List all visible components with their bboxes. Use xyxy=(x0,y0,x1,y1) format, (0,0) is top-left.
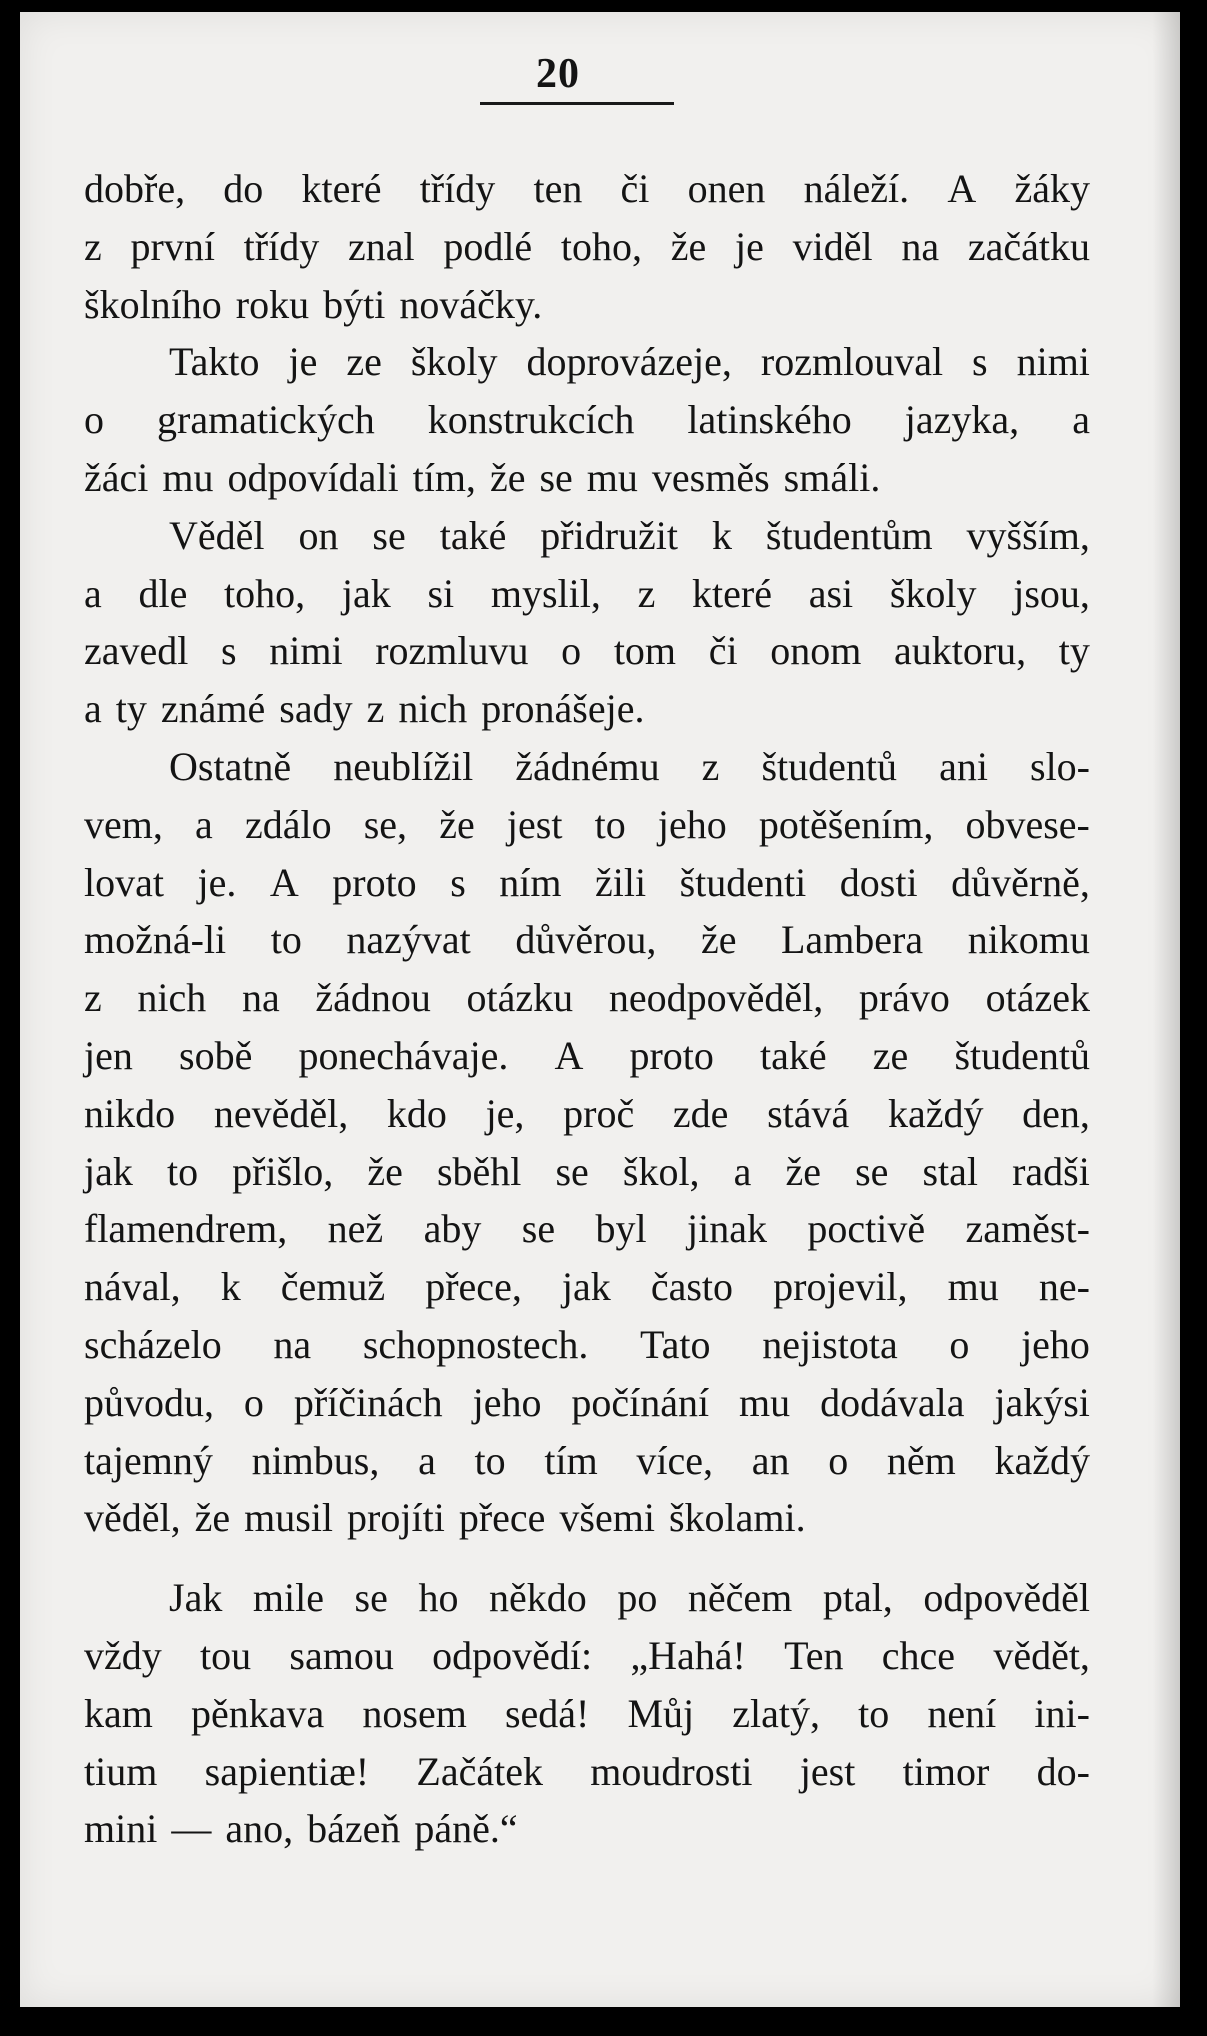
text-word: zde xyxy=(672,1090,729,1136)
text-word: on xyxy=(298,512,339,558)
text-word: jak xyxy=(341,570,391,616)
text-word: začátku xyxy=(967,223,1090,269)
text-line xyxy=(84,1800,1090,1858)
text-word: či xyxy=(620,166,650,211)
text-word: ponechávaje. xyxy=(298,1032,509,1078)
text-word: stává xyxy=(767,1090,850,1136)
text-word: se xyxy=(855,1148,889,1194)
text-word: nevěděl, xyxy=(213,1090,349,1136)
text-word: ty xyxy=(1058,628,1090,674)
text-word: z xyxy=(366,686,385,732)
text-word: byl xyxy=(595,1206,647,1252)
text-word: se, xyxy=(363,801,408,847)
text-word: jinak xyxy=(687,1206,767,1252)
text-word: třídy xyxy=(243,223,320,269)
text-word: vesměs xyxy=(651,454,770,500)
text-word: přece xyxy=(458,1495,546,1541)
text-word: projevil, xyxy=(773,1264,908,1310)
text-word: scházelo xyxy=(84,1321,222,1367)
text-line xyxy=(84,1627,1090,1685)
text-word: přidružit xyxy=(540,512,679,558)
text-word: toho, xyxy=(224,570,306,616)
text-word: žádnému xyxy=(515,743,660,789)
text-word: obvese- xyxy=(965,801,1090,847)
text-word: Začátek xyxy=(416,1748,543,1794)
text-word: mu xyxy=(739,1379,791,1425)
text-word: důvěrou, xyxy=(515,917,657,963)
text-word: viděl xyxy=(792,223,873,269)
text-word: nával, xyxy=(84,1264,181,1310)
text-word: také xyxy=(439,512,507,558)
text-word: že xyxy=(785,1148,821,1194)
text-word: to xyxy=(858,1690,890,1736)
text-word: ano, xyxy=(225,1806,294,1852)
text-word: s xyxy=(450,859,466,905)
text-word: zdálo xyxy=(244,801,332,847)
text-word: to xyxy=(166,1148,199,1194)
text-word: rozmlouval xyxy=(760,339,944,385)
text-word: jak xyxy=(561,1264,611,1310)
text-word: které xyxy=(692,570,772,616)
text-word: bázeň xyxy=(307,1806,401,1852)
text-word: jsou, xyxy=(1013,570,1090,616)
text-word: myslil, xyxy=(490,570,601,616)
text-word: k xyxy=(220,1264,241,1310)
text-word: vem, xyxy=(84,801,163,847)
text-word: an xyxy=(751,1437,790,1483)
text-word: o xyxy=(561,628,582,674)
text-word: si xyxy=(427,570,455,616)
text-word: kdo xyxy=(386,1090,447,1136)
text-word: vědět, xyxy=(993,1632,1090,1678)
text-word: školy xyxy=(889,570,977,616)
text-word: samou xyxy=(289,1632,394,1678)
text-word: původu, xyxy=(84,1379,214,1425)
text-word: Ten xyxy=(784,1632,844,1678)
text-word: Ostatně xyxy=(169,743,292,789)
text-word: tou xyxy=(200,1632,252,1678)
text-word: Takto xyxy=(169,339,260,385)
text-word: odpovídali xyxy=(227,454,399,500)
text-word: vyšším, xyxy=(966,512,1090,558)
text-line xyxy=(84,160,1090,218)
text-word: mu xyxy=(947,1264,999,1310)
text-word: neublížil xyxy=(333,743,474,789)
text-word: první xyxy=(130,223,215,269)
text-word: z xyxy=(84,975,102,1021)
text-word: zavedl xyxy=(84,628,189,674)
text-word: ty xyxy=(115,686,147,732)
text-word: se xyxy=(372,512,406,558)
text-word: a xyxy=(733,1148,752,1194)
text-word: ho xyxy=(418,1575,459,1621)
text-word: každý xyxy=(887,1090,984,1136)
text-word: náleží. xyxy=(803,166,910,211)
text-word: do- xyxy=(1036,1748,1090,1794)
text-word: z xyxy=(701,743,720,789)
text-line xyxy=(84,854,1090,912)
text-line xyxy=(84,1258,1090,1316)
text-word: študentů xyxy=(761,743,898,789)
text-line xyxy=(84,911,1090,969)
text-word: jest xyxy=(506,801,563,847)
text-word: také xyxy=(760,1032,827,1078)
text-word: študentům xyxy=(765,512,933,558)
text-word: ptal, xyxy=(822,1575,893,1621)
text-word: něm xyxy=(886,1437,956,1483)
text-line xyxy=(84,1374,1090,1432)
text-word: příčinách xyxy=(293,1379,443,1425)
text-word: sady xyxy=(279,686,353,732)
text-line xyxy=(84,1200,1090,1258)
text-word: na xyxy=(901,223,940,269)
text-word: proto xyxy=(629,1032,714,1078)
text-word: A xyxy=(947,166,977,211)
text-word: všemi xyxy=(559,1495,655,1541)
text-word: radši xyxy=(1012,1148,1090,1194)
text-word: tom xyxy=(613,628,677,674)
text-word: že xyxy=(439,801,475,847)
text-word: to xyxy=(270,917,302,963)
text-word: konstrukcích xyxy=(427,397,635,443)
text-word: přece, xyxy=(425,1264,522,1310)
text-word: pronášeje. xyxy=(481,686,645,732)
text-word: jak xyxy=(84,1148,133,1194)
text-word: latinského xyxy=(687,397,852,443)
text-word: roku xyxy=(235,281,310,327)
text-word: nich xyxy=(398,686,468,732)
text-word: tajemný xyxy=(84,1437,213,1483)
text-word: na xyxy=(241,975,280,1021)
text-word: mu xyxy=(162,454,214,500)
text-word: žáci xyxy=(84,454,149,500)
text-word: jeho xyxy=(1021,1321,1090,1367)
text-word: to xyxy=(594,801,626,847)
text-word: tím, xyxy=(412,454,476,500)
text-line xyxy=(84,1685,1090,1743)
text-word: čemuž xyxy=(280,1264,386,1310)
text-word: býti xyxy=(323,281,386,327)
text-word: ním xyxy=(499,859,562,905)
text-word: to xyxy=(474,1437,506,1483)
text-word: sedá! xyxy=(504,1690,590,1736)
text-word: je. xyxy=(197,859,237,905)
text-word: jest xyxy=(799,1748,856,1794)
text-word: proto xyxy=(332,859,417,905)
text-word: ten xyxy=(533,166,583,211)
text-word: pěnkava xyxy=(191,1690,325,1736)
text-word: smáli. xyxy=(783,454,881,500)
text-word: či xyxy=(708,628,738,674)
text-word: které xyxy=(301,166,382,211)
text-word: otázku xyxy=(466,975,574,1021)
text-word: se xyxy=(354,1575,388,1621)
text-line xyxy=(84,1316,1090,1374)
text-word: ini- xyxy=(1034,1690,1090,1736)
text-word: neodpověděl, xyxy=(608,975,824,1021)
text-word: je xyxy=(288,339,318,385)
page-number-rule xyxy=(480,102,674,105)
text-word: a xyxy=(84,686,102,732)
text-word: potěšením, xyxy=(758,801,934,847)
text-word: asi xyxy=(808,570,854,616)
text-word: lovat xyxy=(84,859,164,905)
text-word: známé xyxy=(160,686,266,732)
text-word: je xyxy=(735,223,764,269)
text-word: jeho xyxy=(472,1379,542,1425)
text-word: přišlo, xyxy=(232,1148,334,1194)
text-word: mu xyxy=(586,454,638,500)
text-word: auktoru, xyxy=(893,628,1027,674)
text-word: jen xyxy=(84,1032,133,1078)
text-word: kam xyxy=(84,1690,153,1736)
text-word: a xyxy=(1072,397,1090,443)
text-line xyxy=(84,1569,1090,1627)
text-word: nazývat xyxy=(346,917,471,963)
text-line xyxy=(84,333,1090,391)
text-word: školního xyxy=(84,281,222,327)
text-word: se xyxy=(555,1148,589,1194)
text-line xyxy=(84,218,1090,276)
text-word: dosti xyxy=(839,859,918,905)
text-word: často xyxy=(650,1264,734,1310)
text-line xyxy=(84,1143,1090,1201)
text-line xyxy=(84,449,1090,507)
text-word: že xyxy=(700,917,737,963)
text-word: chce xyxy=(881,1632,956,1678)
text-word: podlé xyxy=(443,223,533,269)
text-word: mile xyxy=(252,1575,324,1621)
text-line xyxy=(84,622,1090,680)
text-word: sběhl xyxy=(436,1148,522,1194)
text-word: něčem xyxy=(687,1575,793,1621)
text-word: k xyxy=(711,512,732,558)
paragraph-gap xyxy=(84,1547,1090,1569)
text-word: mini xyxy=(84,1806,158,1852)
text-word: nikdo xyxy=(84,1090,176,1136)
text-word: den, xyxy=(1022,1090,1090,1136)
text-word: Věděl xyxy=(169,512,265,558)
text-word: sapientiæ! xyxy=(204,1748,370,1794)
text-word: každý xyxy=(994,1437,1090,1483)
text-word: vždy xyxy=(84,1632,162,1678)
text-word: zaměst- xyxy=(965,1206,1090,1252)
text-word: schopnostech. xyxy=(362,1321,589,1367)
text-line xyxy=(84,680,1090,738)
text-word: študenti xyxy=(679,859,807,905)
text-word: stal xyxy=(922,1148,979,1194)
text-word: z xyxy=(637,570,656,616)
text-line xyxy=(84,1743,1090,1801)
text-line xyxy=(84,391,1090,449)
text-word: flamendrem, xyxy=(84,1206,288,1252)
text-word: páně.“ xyxy=(414,1806,518,1852)
text-word: že xyxy=(670,223,707,269)
text-word: slo- xyxy=(1030,743,1090,789)
text-word: toho, xyxy=(560,223,643,269)
text-word: projíti xyxy=(347,1495,445,1541)
text-word: po xyxy=(617,1575,658,1621)
text-line xyxy=(84,1027,1090,1085)
text-word: na xyxy=(273,1321,312,1367)
text-word: že xyxy=(489,454,526,500)
text-word: a xyxy=(195,801,213,847)
text-word: ne- xyxy=(1038,1264,1090,1310)
text-word: jeho xyxy=(657,801,727,847)
text-word: žáky xyxy=(1014,166,1090,211)
text-word: moudrosti xyxy=(590,1748,753,1794)
text-word: věděl, xyxy=(84,1495,181,1541)
text-word: zlatý, xyxy=(732,1690,821,1736)
text-word: důvěrně, xyxy=(951,859,1090,905)
page-edge-shadow xyxy=(1152,12,1180,2007)
text-word: A xyxy=(554,1032,584,1078)
text-word: odpovědí: xyxy=(432,1632,593,1678)
text-word: nejistota xyxy=(762,1321,898,1367)
text-word: A xyxy=(269,859,299,905)
text-word: o xyxy=(828,1437,849,1483)
text-word: jakýsi xyxy=(994,1379,1090,1425)
text-line xyxy=(84,507,1090,565)
text-word: a xyxy=(418,1437,436,1483)
text-word: nosem xyxy=(362,1690,467,1736)
text-word: a xyxy=(84,570,102,616)
text-word: možná-li xyxy=(84,917,227,963)
text-word: onen xyxy=(687,166,766,211)
text-word: tium xyxy=(84,1748,158,1794)
text-line xyxy=(84,796,1090,854)
text-line xyxy=(84,738,1090,796)
text-word: „Hahá! xyxy=(630,1632,746,1678)
text-word: otázek xyxy=(985,975,1090,1021)
text-word: tím xyxy=(544,1437,598,1483)
text-word: Lambera xyxy=(781,917,924,963)
text-line xyxy=(84,565,1090,623)
book-page xyxy=(20,12,1180,2007)
text-word: proč xyxy=(563,1090,635,1136)
text-line xyxy=(84,1489,1090,1547)
text-word: timor xyxy=(902,1748,990,1794)
text-word: nikomu xyxy=(967,917,1090,963)
text-word: do xyxy=(223,166,264,211)
text-word: třídy xyxy=(419,166,496,211)
text-word: Tato xyxy=(640,1321,711,1367)
text-word: jazyka, xyxy=(904,397,1020,443)
text-word: se xyxy=(521,1206,556,1252)
text-word: nich xyxy=(137,975,207,1021)
text-word: dle xyxy=(138,570,188,616)
text-word: ze xyxy=(346,339,382,385)
text-word: z xyxy=(84,223,102,269)
text-word: — xyxy=(171,1806,212,1852)
text-word: počínání xyxy=(571,1379,710,1425)
text-word: že xyxy=(367,1148,403,1194)
text-word: s xyxy=(221,628,237,674)
text-word: školami. xyxy=(668,1495,806,1541)
text-word: dobře, xyxy=(84,166,186,211)
text-word: nimi xyxy=(269,628,343,674)
text-word: musil xyxy=(244,1495,334,1541)
text-word: znal xyxy=(347,223,415,269)
body-text xyxy=(84,160,1090,1858)
text-word: s xyxy=(972,339,988,385)
text-word: někdo xyxy=(489,1575,587,1621)
text-word: Jak xyxy=(169,1575,223,1621)
text-word: sobě xyxy=(179,1032,253,1078)
text-word: o xyxy=(243,1379,264,1425)
text-word: než xyxy=(327,1206,384,1252)
text-word: školy xyxy=(410,339,498,385)
text-word: nováčky. xyxy=(399,281,543,327)
text-line xyxy=(84,969,1090,1027)
text-word: Můj xyxy=(627,1690,695,1736)
text-word: není xyxy=(927,1690,997,1736)
text-word: více, xyxy=(636,1437,714,1483)
text-word: gramatických xyxy=(157,397,375,443)
text-word: doprovázeje, xyxy=(526,339,732,385)
text-word: rozmluvu xyxy=(375,628,529,674)
text-line xyxy=(84,1085,1090,1143)
text-word: poctivě xyxy=(807,1206,926,1252)
text-word: onom xyxy=(770,628,862,674)
text-word: žili xyxy=(595,859,647,905)
text-word: ani xyxy=(939,743,988,789)
text-word: dodávala xyxy=(820,1379,965,1425)
text-word: žádnou xyxy=(315,975,431,1021)
text-word: se xyxy=(539,454,573,500)
text-word: nimi xyxy=(1016,339,1090,385)
text-word: o xyxy=(949,1321,970,1367)
page-number: 20 xyxy=(536,51,580,97)
text-word: škol, xyxy=(622,1148,700,1194)
text-word: že xyxy=(194,1495,231,1541)
text-line xyxy=(84,1432,1090,1490)
text-word: aby xyxy=(423,1206,482,1252)
text-word: právo xyxy=(858,975,950,1021)
text-word: odpověděl xyxy=(923,1575,1090,1621)
text-line xyxy=(84,276,1090,334)
text-word: je, xyxy=(485,1090,525,1136)
text-word: o xyxy=(84,397,104,443)
text-word: nimbus, xyxy=(251,1437,380,1483)
text-word: študentů xyxy=(954,1032,1090,1078)
text-word: ze xyxy=(872,1032,909,1078)
